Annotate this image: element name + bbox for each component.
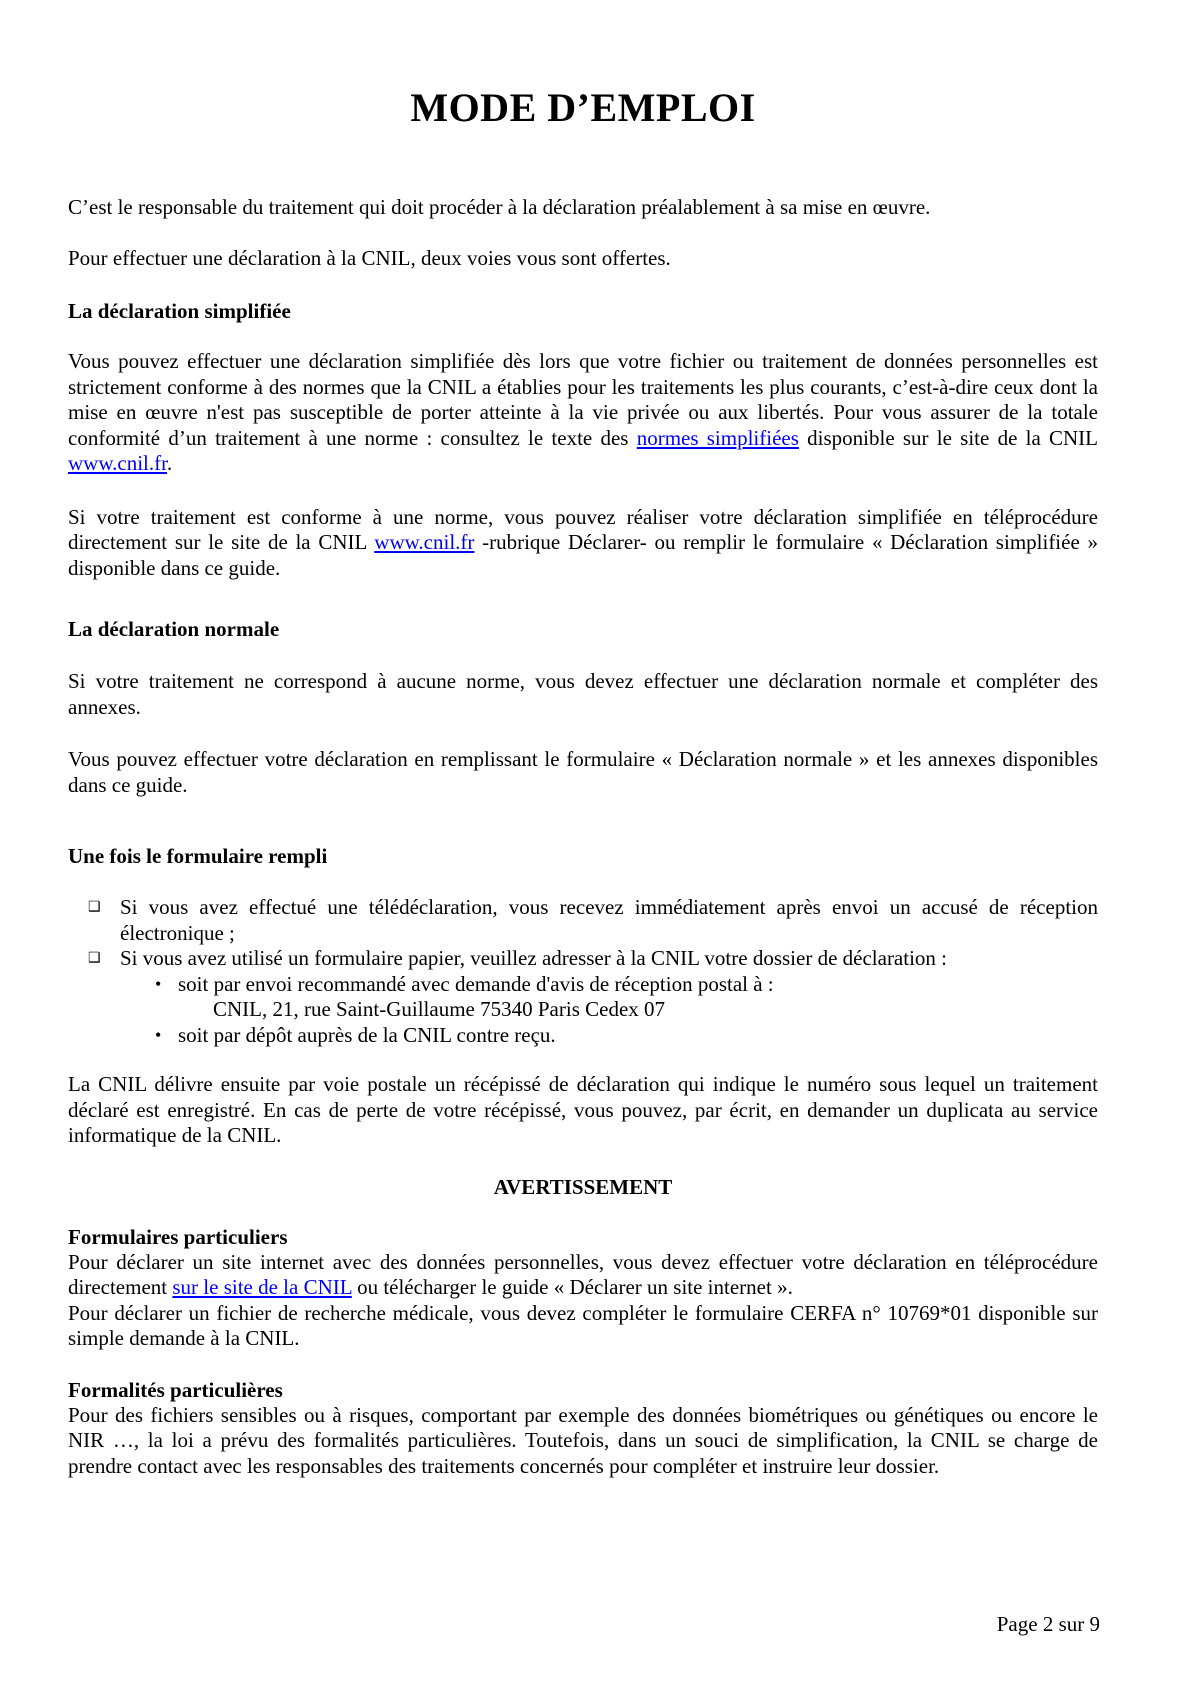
simplified-paragraph-2 bbox=[68, 505, 1098, 582]
page-number: Page 2 sur 9 bbox=[996, 1612, 1100, 1636]
list-item-teledeclaration bbox=[68, 895, 1098, 946]
square-bullet-icon: ❑ bbox=[88, 900, 101, 915]
normal-paragraph-1: Si votre traitement ne correspond à aucune norme, vous devez effectuer une déclaration normale et compléter des annexes. bbox=[68, 669, 1098, 719]
heading-avertissement: AVERTISSEMENT bbox=[493, 1174, 673, 1199]
normes-simplifiees-link[interactable]: normes simplifiées bbox=[636, 425, 799, 450]
sub-list-item-depot bbox=[68, 1023, 1098, 1049]
simplified-paragraph-2-text-2: -rubrique Déclarer- ou remplir le formulaire « Déclaration simplifiée » disponible dans ce guide. bbox=[68, 530, 1098, 580]
sub-list-item-envoi-recommande-text: soit par envoi recommandé avec demande d'avis de réception postal à : bbox=[178, 971, 774, 996]
recepisse-paragraph: La CNIL délivre ensuite par voie postale un récépissé de déclaration qui indique le numéro sous lequel un traitement déclaré est enregistré. En cas de perte de votre récépissé, vous pouvez, par écrit, en demander un duplicata au service informatique de la CNIL. bbox=[68, 1072, 1098, 1147]
intro-paragraph-1: C’est le responsable du traitement qui doit procéder à la déclaration préalablement à sa mise en œuvre. bbox=[68, 195, 931, 219]
sub-list-item-envoi-recommande bbox=[68, 972, 1098, 998]
formulaires-paragraph-1 bbox=[68, 1250, 1098, 1301]
simplified-paragraph-1-text-1: Vous pouvez effectuer une déclaration simplifiée dès lors que votre fichier ou traitement de données personnelles est strictement conforme à des normes que la CNIL a établies pour les traitements les plus courants, c’est-à-dire ceux dont la mise en œuvre n'est pas susceptible de porter atteinte à la vie privée ou aux libertés. Pour vous assurer de la totale conformité d’un traitement à une norme : consultez le texte des bbox=[68, 349, 1098, 450]
list-item-teledeclaration-text: Si vous avez effectué une télédéclaration, vous recevez immédiatement après envoi un accusé de réception électronique ; bbox=[120, 895, 1098, 945]
cnil-address: CNIL, 21, rue Saint-Guillaume 75340 Paris Cedex 07 bbox=[213, 997, 666, 1021]
simplified-paragraph-1-text-3: . bbox=[166, 451, 173, 475]
formalites-paragraph: Pour des fichiers sensibles ou à risques, comportant par exemple des données biométriques ou génétiques ou encore le NIR …, la loi a prévu des formalités particulières. Toutefois, dans un souci de simplification, la CNIL se charge de prendre contact avec les responsables des traitements concernés pour compléter et instruire leur dossier. bbox=[68, 1402, 1098, 1478]
simplified-paragraph-1-text-2: disponible sur le site de la CNIL bbox=[798, 425, 1098, 450]
normal-paragraph-2: Vous pouvez effectuer votre déclaration en remplissant le formulaire « Déclaration normale » et les annexes disponibles dans ce guide. bbox=[68, 747, 1098, 797]
square-bullet-icon: ❑ bbox=[88, 951, 101, 966]
heading-une-fois-le-formulaire-rempli: Une fois le formulaire rempli bbox=[68, 844, 328, 868]
intro-paragraph-2: Pour effectuer une déclaration à la CNIL, deux voies vous sont offertes. bbox=[68, 245, 671, 270]
page-title: MODE D’EMPLOI bbox=[410, 85, 756, 130]
cnil-site-link-1[interactable]: www.cnil.fr bbox=[68, 451, 167, 475]
after-form-list bbox=[68, 895, 1098, 1048]
heading-formulaires-particuliers: Formulaires particuliers bbox=[68, 1224, 288, 1249]
simplified-paragraph-2-text-1: Si votre traitement est conforme à une norme, vous pouvez réaliser votre déclaration simplifiée en téléprocédure directement sur le site de la CNIL bbox=[68, 504, 1098, 554]
formulaires-paragraph-1-text-2: ou télécharger le guide « Déclarer un site internet ». bbox=[351, 1275, 793, 1299]
simplified-paragraph-1 bbox=[68, 349, 1098, 477]
round-bullet-icon: • bbox=[155, 973, 162, 994]
heading-formalites-particulieres: Formalités particulières bbox=[68, 1377, 283, 1402]
sub-list-item-depot-text: soit par dépôt auprès de la CNIL contre reçu. bbox=[178, 1022, 556, 1047]
round-bullet-icon: • bbox=[155, 1024, 162, 1045]
list-item-formulaire-papier bbox=[68, 946, 1098, 972]
formulaires-paragraph-2: Pour déclarer un fichier de recherche médicale, vous devez compléter le formulaire CERFA n° 10769*01 disponible sur simple demande à la CNIL. bbox=[68, 1300, 1098, 1350]
heading-declaration-normale: La déclaration normale bbox=[68, 617, 280, 641]
heading-declaration-simplifiee: La déclaration simplifiée bbox=[68, 299, 291, 323]
list-item-formulaire-papier-text: Si vous avez utilisé un formulaire papier, veuillez adresser à la CNIL votre dossier de déclaration : bbox=[120, 946, 948, 970]
cnil-site-link-3[interactable]: sur le site de la CNIL bbox=[172, 1275, 352, 1299]
cnil-site-link-2[interactable]: www.cnil.fr bbox=[374, 530, 475, 554]
formulaires-paragraph-1-text-1: Pour déclarer un site internet avec des données personnelles, vous devez effectuer votre déclaration en téléprocédure directement bbox=[68, 1249, 1098, 1299]
